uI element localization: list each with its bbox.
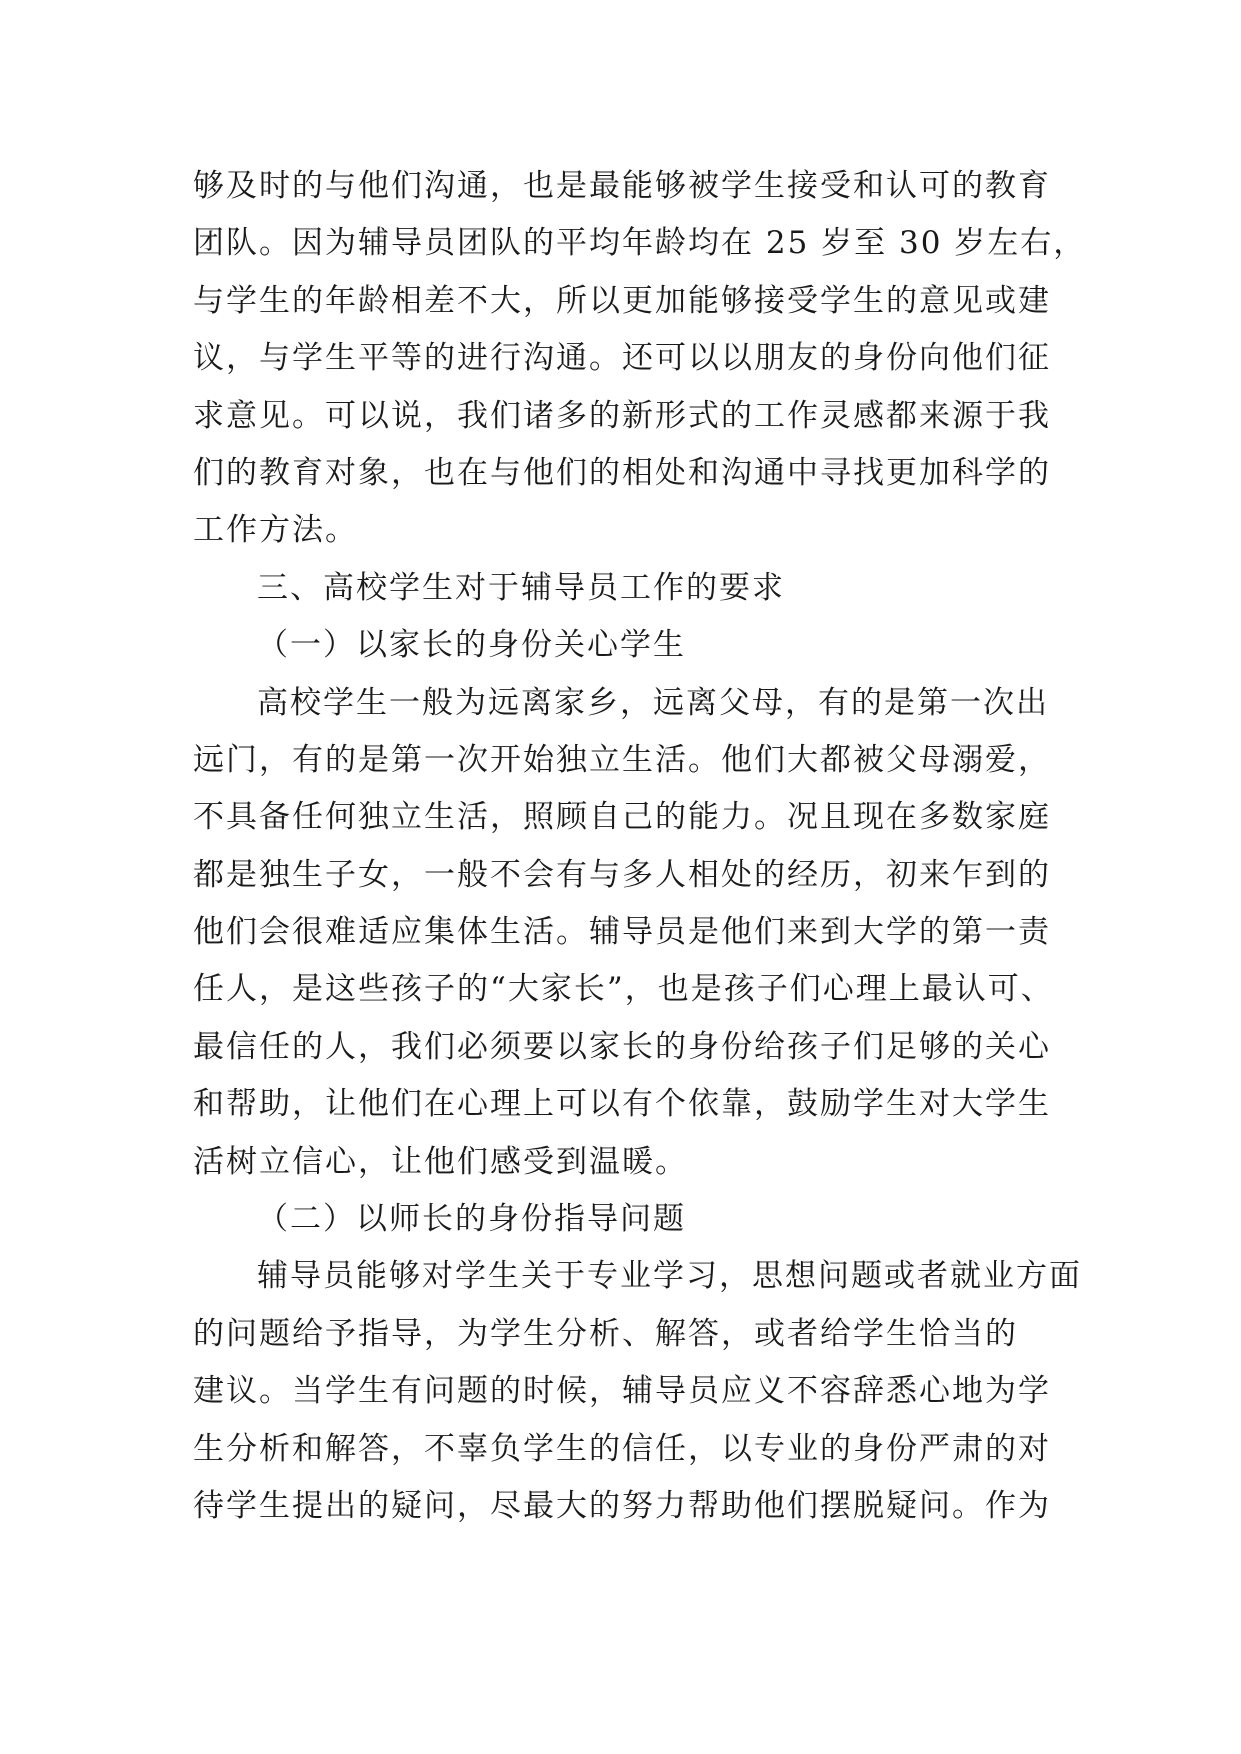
subsection-heading: （二）以师长的身份指导问题	[257, 1201, 686, 1238]
text-line: 的问题给予指导，为学生分析、解答，或者给学生恰当的	[193, 1315, 1018, 1352]
text-line: 团队。因为辅导员团队的平均年龄均在 25 岁至 30 岁左右，	[193, 225, 1087, 262]
text-line: 他们会很难适应集体生活。辅导员是他们来到大学的第一责	[193, 914, 1051, 951]
text-line: 与学生的年龄相差不大，所以更加能够接受学生的意见或建	[193, 282, 1051, 319]
text-line: 高校学生一般为远离家乡，远离父母，有的是第一次出	[257, 684, 1049, 721]
text-line: 远门，有的是第一次开始独立生活。他们大都被父母溺爱，	[193, 741, 1051, 778]
text-line: 不具备任何独立生活，照顾自己的能力。况且现在多数家庭	[193, 799, 1051, 836]
text-line: 活树立信心，让他们感受到温暖。	[193, 1143, 688, 1180]
text-line: 建议。当学生有问题的时候，辅导员应义不容辞悉心地为学	[193, 1373, 1051, 1410]
text-line: 生分析和解答，不辜负学生的信任，以专业的身份严肃的对	[193, 1430, 1051, 1467]
text-line: 们的教育对象，也在与他们的相处和沟通中寻找更加科学的	[193, 454, 1051, 491]
text-line: 都是独生子女，一般不会有与多人相处的经历，初来乍到的	[193, 856, 1051, 893]
text-line: 求意见。可以说，我们诸多的新形式的工作灵感都来源于我	[193, 397, 1051, 434]
text-line: 最信任的人，我们必须要以家长的身份给孩子们足够的关心	[193, 1028, 1051, 1065]
text-line: 够及时的与他们沟通，也是最能够被学生接受和认可的教育	[193, 168, 1051, 204]
section-heading: 三、高校学生对于辅导员工作的要求	[257, 569, 785, 606]
text-line: 任人，是这些孩子的“大家长”，也是孩子们心理上最认可、	[193, 971, 1054, 1008]
text-line: 辅导员能够对学生关于专业学习，思想问题或者就业方面	[257, 1258, 1082, 1295]
subsection-heading: （一）以家长的身份关心学生	[257, 627, 686, 664]
text-line: 议，与学生平等的进行沟通。还可以以朋友的身份向他们征	[193, 340, 1051, 377]
document-body	[193, 158, 1087, 1535]
text-line: 待学生提出的疑问，尽最大的努力帮助他们摆脱疑问。作为	[193, 1487, 1051, 1524]
text-line: 工作方法。	[193, 512, 358, 549]
text-line: 和帮助，让他们在心理上可以有个依靠，鼓励学生对大学生	[193, 1086, 1051, 1123]
